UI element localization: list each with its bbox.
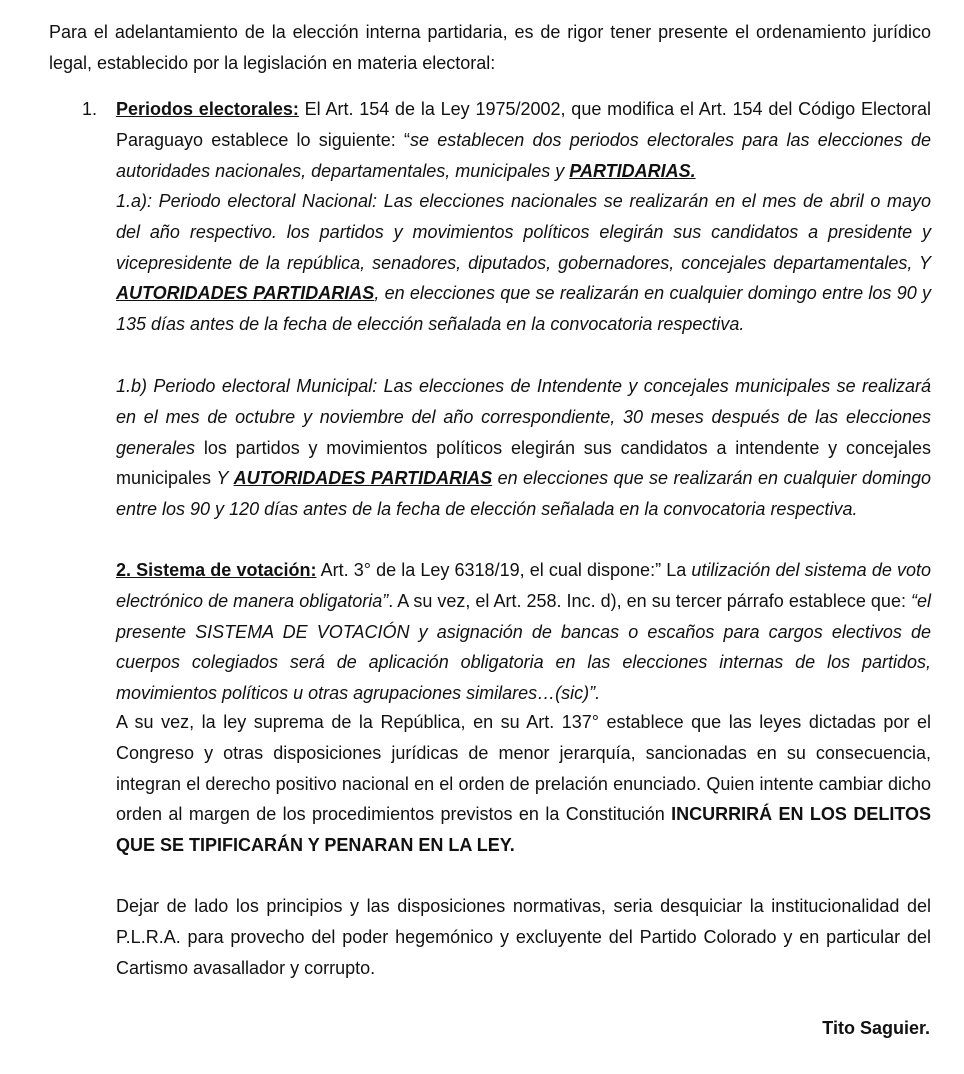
item-text-y: Y bbox=[216, 468, 234, 489]
item-emphasis: AUTORIDADES PARTIDARIAS bbox=[233, 468, 493, 489]
item-emphasis: PARTIDARIAS. bbox=[569, 160, 696, 181]
item-text-continued: , en elecciones que se realizarán en cualquier domingo entre los 90 y 135 días antes de la fecha de elección señalada en la convocatoria respectiva. bbox=[116, 283, 932, 335]
item-periodo-nacional bbox=[116, 186, 931, 340]
item-text: 1.b) Periodo electoral Municipal: Las elecciones de Intendente y concejales municipales se realizará en el mes de octubre y noviembre del año correspondiente, 30 meses después de las elecciones generales bbox=[116, 376, 931, 458]
intro-paragraph: Para el adelantamiento de la elección interna partidaria, es de rigor tener presente el ordenamiento jurídico legal, establecido por la legislación en materia electoral: bbox=[49, 22, 931, 73]
item-sistema-votacion bbox=[116, 555, 931, 709]
list-number: 1. bbox=[82, 99, 98, 119]
item-heading: 2. Sistema de votación: bbox=[116, 560, 317, 580]
closing-paragraph: Dejar de lado los principios y las disposiciones normativas, seria desquiciar la institucionalidad del P.L.R.A. para provecho del poder hegemónico y excluyente del Partido Colorado y en particular del Cartismo avasallador y corrupto. bbox=[116, 896, 931, 978]
item-ley-suprema bbox=[116, 707, 931, 861]
item-text: Art. 3° de la Ley 6318/19, el cual dispone:” La bbox=[316, 560, 692, 580]
signature: Tito Saguier. bbox=[822, 1018, 930, 1038]
item-emphasis: AUTORIDADES PARTIDARIAS bbox=[116, 283, 375, 304]
item-periodo-municipal bbox=[116, 371, 931, 525]
item-emphasis: INCURRIRÁ EN LOS DELITOS QUE SE TIPIFICARÁN Y PENARAN EN LA LEY. bbox=[116, 804, 931, 856]
item-text: A su vez, la ley suprema de la República, en su Art. 137° establece que las leyes dictadas por el Congreso y otras disposiciones jurídicas de menor jerarquía, sancionadas en su consecuencia, integran el derecho positivo nacional en el orden de prelación enunciado. Quien intente cambiar dicho orden al margen de los procedimientos previstos en la Constitución bbox=[116, 712, 931, 825]
item-text: 1.a): Periodo electoral Nacional: Las elecciones nacionales se realizarán en el mes de abril o mayo del año respectivo. los partidos y movimientos políticos elegirán sus candidatos a presidente y vicepresidente de la república, senadores, diputados, gobernadores, concejales departamentales, Y bbox=[116, 191, 931, 273]
item-text: El Art. 154 de la Ley 1975/2002, que modifica el Art. 154 del Código Electoral Paraguayo establece lo siguiente: “ bbox=[116, 99, 931, 150]
item-quote: se establecen dos periodos electorales para las elecciones de autoridades nacionales, departamentales, municipales y bbox=[116, 129, 931, 181]
item-quote: utilización del sistema de voto electrónico de manera obligatoria” bbox=[116, 560, 932, 611]
item-heading: Periodos electorales: bbox=[116, 99, 299, 119]
item-text-continued: . A su vez, el Art. 258. Inc. d), en su tercer párrafo establece que: bbox=[388, 590, 911, 611]
item-periodos-electorales bbox=[116, 94, 931, 186]
item-text-normal: los partidos y movimientos políticos elegirán sus candidatos a intendente y concejales municipales bbox=[116, 437, 931, 489]
item-quote-2: “el presente SISTEMA DE VOTACIÓN y asignación de bancas o escaños para cargos electivos de cuerpos colegiados será de aplicación obligatoria en las elecciones internas de los partidos, movimientos políticos u otras agrupaciones similares…(sic)”. bbox=[116, 590, 931, 704]
item-text-continued: en elecciones que se realizarán en cualquier domingo entre los 90 y 120 días antes de la fecha de elección señalada en la convocatoria respectiva. bbox=[116, 468, 932, 520]
